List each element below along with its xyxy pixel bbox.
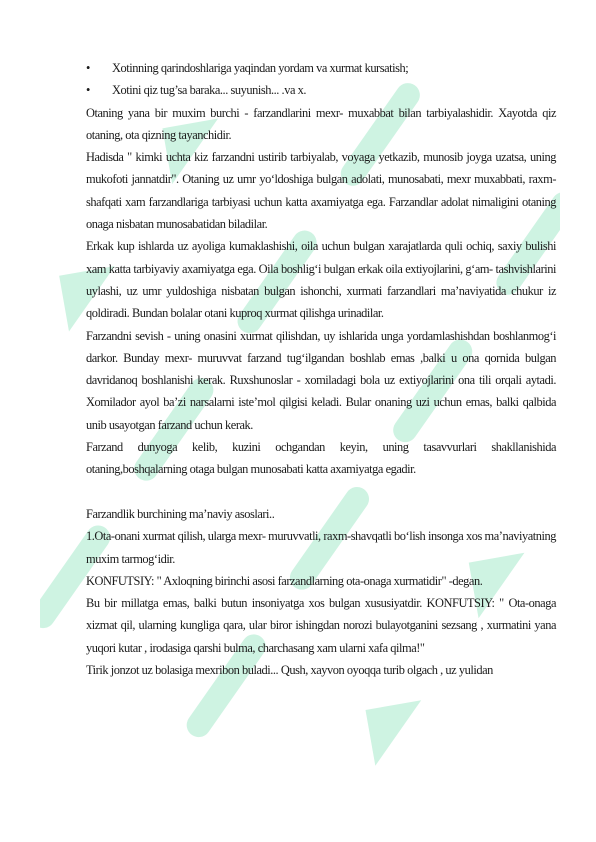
paragraph: 1.Ota-onani xurmat qilish, ularga mexr- muruvvatli, raxm-shavqatli bo‘lish insonga xos ma’naviyatning muxim tarmog‘idir. (86, 529, 556, 566)
bullet-text: Xotinning qarindoshlariga yaqindan yordam va xurmat kursatish; (112, 61, 409, 75)
bullet-item (86, 57, 556, 79)
paragraph: KONFUTSIY: " Axloqning birinchi asosi farzandlarning ota-onaga xurmatidir" -degan. (86, 573, 483, 588)
bullet-symbol: • (86, 61, 90, 75)
paragraph: Bu bir millatga emas, balki butun insoniyatga xos bulgan xususiyatdir. KONFUTSIY: " Ota-onaga xizmat qil, ularning kungliga qara, ular biror ishingdan norozi bulayotganini sezsang , xurmatini yana yuqori kutar , irodasiga qarshi bulma, charchasang xam ularni xafa qilma!" (86, 596, 556, 655)
bullet-text: Xotini qiz tug’sa baraka... suyunish... .va x. (112, 83, 307, 98)
bullet-item (86, 79, 556, 101)
section-heading: Farzandlik burchining ma’naviy asoslari.. (86, 506, 275, 521)
paragraph: Erkak kup ishlarda uz ayoliga kumaklashishi, oila uchun bulgan xarajatlarda quli ochiq, saxiy bulishi xam katta tarbiyaviy axamiyatga ega. Oila boshlig‘i bulgan erkak oila extiyojlarini, g‘am- tashvishlarini uylashi, uz umr yuldoshiga nisbatan bulgan ishonchi, xurmati farzandlari ma’naviyatida chukur iz qoldiradi. Bundan bolalar otani kuproq xurmat qilishga urinadilar. (86, 239, 556, 321)
blank-line (86, 481, 556, 503)
paragraph: Farzandni sevish - uning onasini xurmat qilishdan, uy ishlarida unga yordamlashishdan boshlanmog‘i darkor. Bunday mexr- muruvvat farzand tug‘ilgandan boshlab emas ,balki u ona qornida bulgan davridanoq boshlanishi kerak. Ruxshunoslar - xomiladagi bola uz extiyojlarini ona tili orqali aytadi. Xomilador ayol ba’zi narsalarni iste’mol qilgisi keladi. Bular onaning uzi uchun emas, balki qalbida unib usayotgan farzand uchun kerak. (86, 328, 556, 432)
paragraph: Otaning yana bir muxim burchi - farzandlarini mexr- muxabbat bilan tarbiyalashidir. Xayotda qiz otaning, ota qizning tayanchidir. (86, 105, 556, 142)
document-body (86, 57, 556, 681)
bullet-symbol: • (86, 83, 90, 98)
paragraph: Tirik jonzot uz bolasiga mexribon buladi... Qush, xayvon oyoqqa turib olgach , uz yulidan (86, 663, 493, 678)
paragraph: Hadisda " kimki uchta kiz farzandni ustirib tarbiyalab, voyaga yetkazib, munosib joyga uzatsa, uning mukofoti jannatdir". Otaning uz umr yo‘ldoshiga bulgan adolati, munosabati, mexr muxabbati, raxm-shafqati xam farzandlariga tarbiyasi uchun katta axamiyatga ega. Farzandlar adolat nimaligini otaning onaga nisbatan munosabatidan biladilar. (86, 150, 556, 232)
paragraph: Farzand dunyoga kelib, kuzini ochgandan keyin, uning tasavvurlari shakllanishida otaning,boshqalarning otaga bulgan munosabati katta axamiyatga egadir. (86, 440, 556, 477)
